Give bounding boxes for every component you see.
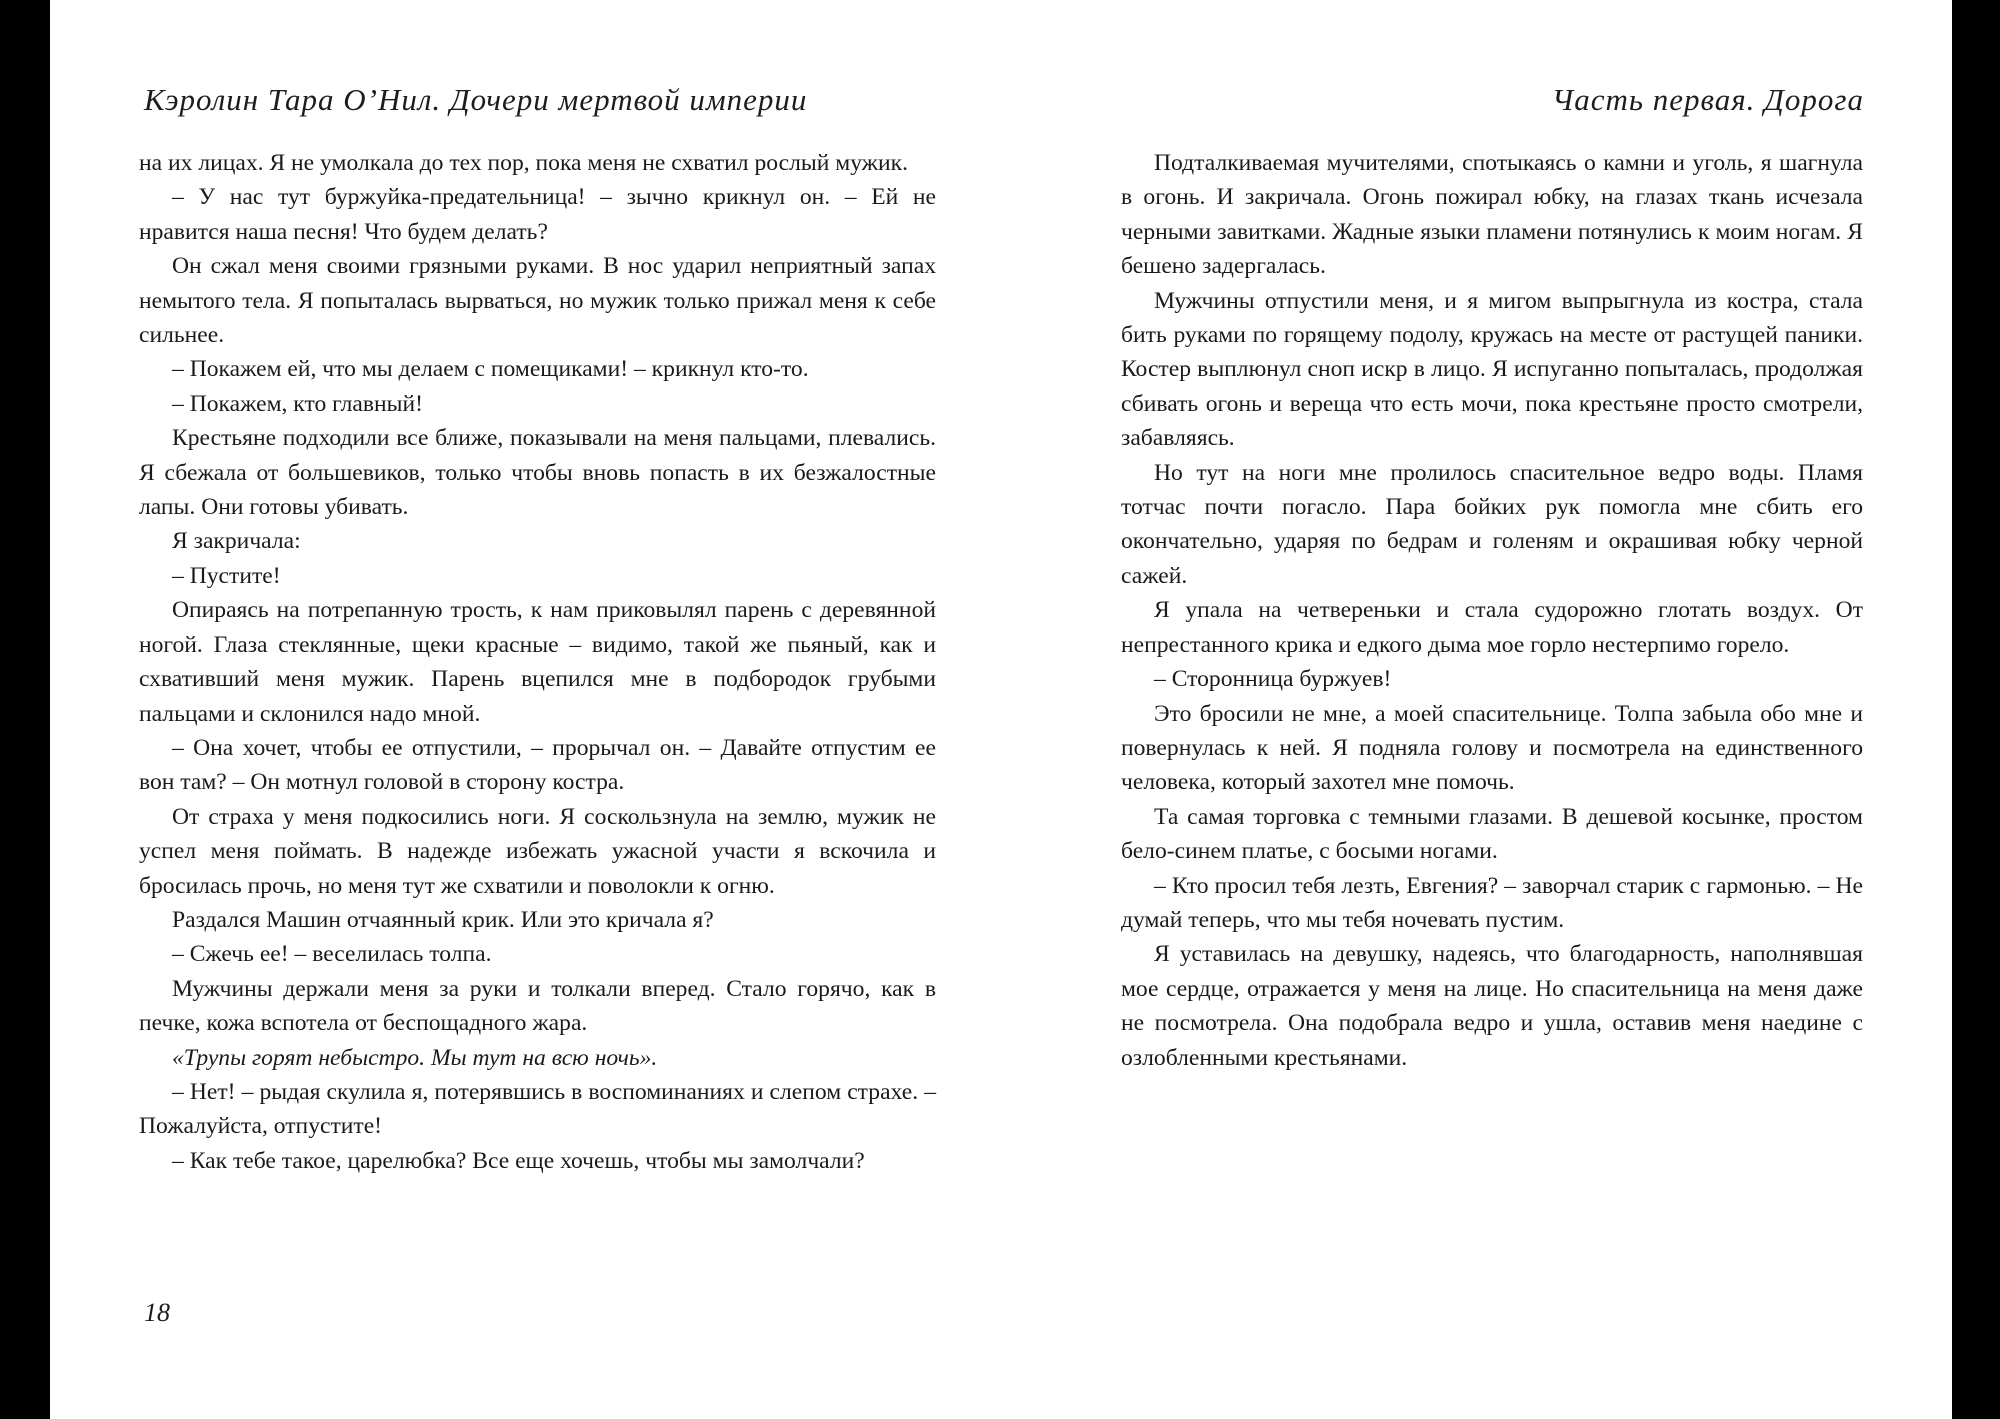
paragraph: Крестьяне подходили все ближе, показывали на меня пальцами, плевались. Я сбежала от большевиков, только чтобы вновь попасть в их безжалостные лапы. Они готовы убивать. [139,425,936,521]
paragraph: Мужчины отпустили меня, и я мигом выпрыгнула из костра, стала бить руками по горящему подолу, кружась на месте от растущей паники. Костер выплюнул сноп искр в лицо. Я испуганно попыталась, продолжая сбивать огонь и вереща что есть мочи, пока крестьяне просто смотрели, забавляясь. [1121,287,1863,452]
paragraph: – Она хочет, чтобы ее отпустили, – прорычал он. – Давайте отпустим ее вон там? – Он мотнул головой в сторону костра. [139,734,936,796]
paragraph: Раздался Машин отчаянный крик. Или это кричала я? [172,906,714,933]
paragraph: Он сжал меня своими грязными руками. В нос ударил неприятный запах немытого тела. Я попыталась вырваться, но мужик только прижал меня к себе сильнее. [139,253,936,349]
left-page-body [139,146,936,1178]
paragraph: Я уставилась на девушку, надеясь, что благодарность, наполнявшая мое сердце, отражается у меня на лице. Но спасительница на меня даже не посмотрела. Она подобрала ведро и ушла, оставив меня наедине с озлобленными крестьянами. [1121,941,1863,1071]
paragraph: Я закричала: [172,528,301,555]
left-running-head: Кэролин Тара О’Нил. Дочери мертвой империи [144,82,808,117]
paragraph: Опираясь на потрепанную трость, к нам приковылял парень с деревянной ногой. Глаза стеклянные, щеки красные – видимо, такой же пьяный, как и схвативший меня мужик. Парень вцепился мне в подбородок грубыми пальцами и склонился надо мной. [139,597,936,727]
italic-quote: «Трупы горят небыстро. Мы тут на всю ночь». [172,1044,658,1071]
paragraph: – Пустите! [172,562,281,589]
paragraph: – Как тебе такое, царелюбка? Все еще хочешь, чтобы мы замолчали? [172,1147,865,1174]
paragraph: Это бросили не мне, а моей спасительнице. Толпа забыла обо мне и повернулась к ней. Я подняла голову и посмотрела на единственного человека, который захотел мне помочь. [1121,700,1863,796]
right-page-body [1121,146,1863,1075]
paragraph: Я упала на четвереньки и стала судорожно глотать воздух. От непрестанного крика и едкого дыма мое горло нестерпимо горело. [1121,597,1863,658]
left-page [50,0,1020,1419]
paragraph: – Покажем ей, что мы делаем с помещиками! – крикнул кто-то. [172,356,809,383]
paragraph: – Сторонница буржуев! [1154,666,1392,693]
page-number: 18 [144,1298,170,1327]
scan-edge-left [0,0,50,1419]
paragraph: Но тут на ноги мне пролилось спасительное ведро воды. Пламя тотчас почти погасло. Пара бойких рук помогла мне сбить его окончательно, ударяя по бедрам и голеням и окрашивая юбку черной сажей. [1121,459,1863,589]
paragraph: Подталкиваемая мучителями, спотыкаясь о камни и уголь, я шагнула в огонь. И закричала. Огонь пожирал юбку, на глазах ткань исчезала черными завитками. Жадные языки пламени потянулись к моим ногам. Я бешено задергалась. [1121,150,1863,280]
paragraph: От страха у меня подкосились ноги. Я соскользнула на землю, мужик не успел меня поймать. В надежде избежать ужасной участи я вскочила и бросилась прочь, но меня тут же схватили и поволокли к огню. [139,803,936,899]
paragraph: – Сжечь ее! – веселилась толпа. [172,941,492,968]
paragraph: – Кто просил тебя лезть, Евгения? – заворчал старик с гармонью. – Не думай теперь, что мы тебя ночевать пустим. [1121,872,1863,933]
scan-edge-right [1952,0,2000,1419]
paragraph: – Нет! – рыдая скулила я, потерявшись в воспоминаниях и слепом страхе. – Пожалуйста, отпустите! [139,1078,936,1140]
paragraph: Мужчины держали меня за руки и толкали вперед. Стало горячо, как в печке, кожа вспотела от беспощадного жара. [139,975,936,1037]
right-running-head: Часть первая. Дорога [1551,82,1864,117]
paragraph: – Покажем, кто главный! [172,390,423,417]
right-page [1020,0,1952,1419]
paragraph: – У нас тут буржуйка-предательница! – зычно крикнул он. – Ей не нравится наша песня! Что будем делать? [139,184,936,245]
paragraph: Та самая торговка с темными глазами. В дешевой косынке, простом бело-синем платье, с босыми ногами. [1121,803,1863,865]
paragraph: на их лицах. Я не умолкала до тех пор, пока меня не схватил рослый мужик. [139,150,908,176]
